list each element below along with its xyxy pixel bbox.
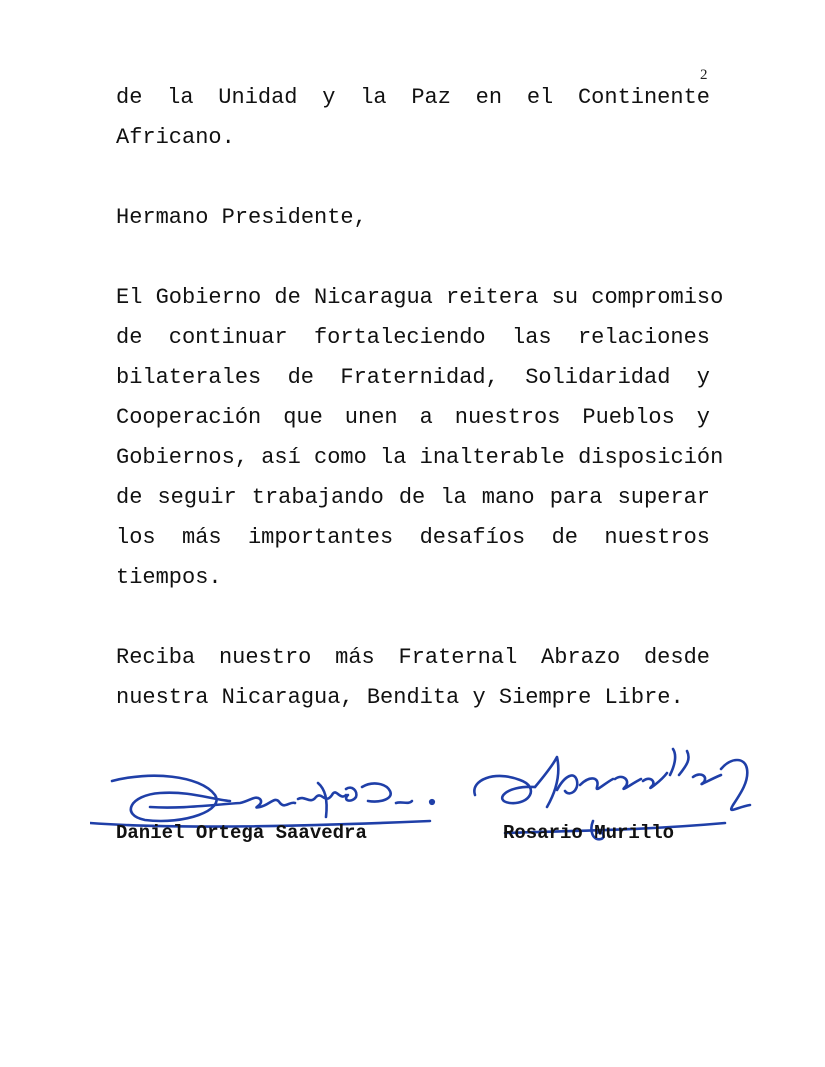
signature-block (0, 735, 825, 865)
text-line: los más importantes desafíos de nuestros (116, 525, 710, 550)
text-line: tiempos. (116, 565, 222, 590)
paragraph-commitment (116, 278, 724, 598)
text-line: Gobiernos, así como la inalterable disposición (116, 445, 724, 470)
text-line: de continuar fortaleciendo las relaciones (116, 325, 710, 350)
signer-name-right: Rosario Murillo (503, 822, 675, 844)
text-line: nuestra Nicaragua, Bendita y Siempre Libre. (116, 685, 684, 710)
text-line: de seguir trabajando de la mano para superar (116, 485, 710, 510)
page-number: 2 (700, 67, 708, 83)
salutation-line: Hermano Presidente, (116, 205, 367, 230)
text-line: El Gobierno de Nicaragua reitera su compromiso (116, 285, 724, 310)
text-line: Reciba nuestro más Fraternal Abrazo desde (116, 645, 710, 670)
paragraph-closing-opening (116, 78, 710, 158)
text-line: Cooperación que unen a nuestros Pueblos y (116, 405, 710, 430)
signer-name-left: Daniel Ortega Saavedra (116, 822, 367, 844)
text-line: bilaterales de Fraternidad, Solidaridad y (116, 365, 710, 390)
paragraph-farewell (116, 638, 710, 718)
text-line: de la Unidad y la Paz en el Continente (116, 85, 710, 110)
text-line: Africano. (116, 125, 235, 150)
salutation (116, 198, 710, 238)
